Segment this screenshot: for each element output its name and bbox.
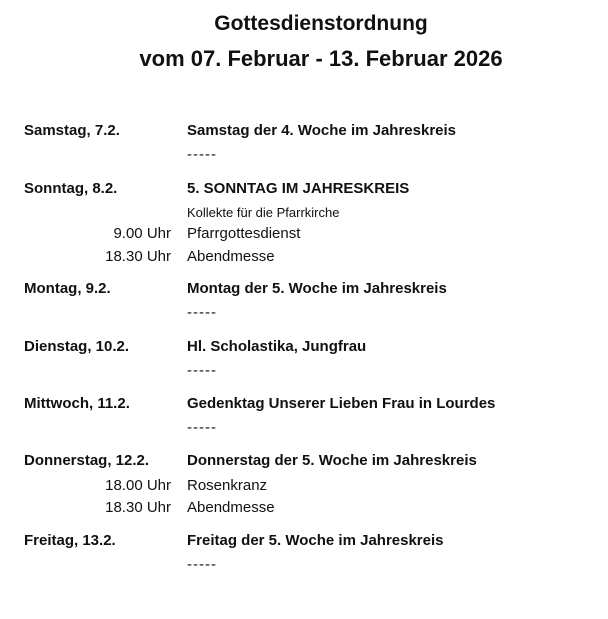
service-label: Rosenkranz [187, 477, 268, 494]
separator: ----- [187, 556, 217, 573]
day-heading: Donnerstag der 5. Woche im Jahreskreis [187, 452, 477, 469]
separator: ----- [187, 362, 217, 379]
day-label: Donnerstag, 12.2. [24, 452, 150, 469]
document-title: Gottesdienstordnung [214, 12, 428, 35]
separator: ----- [187, 146, 217, 163]
document-date-range: vom 07. Februar - 13. Februar 2026 [139, 46, 503, 71]
day-note: Kollekte für die Pfarrkirche [187, 205, 340, 220]
day-heading: Freitag der 5. Woche im Jahreskreis [187, 532, 444, 549]
service-label: Abendmesse [187, 248, 275, 265]
service-time: 18.30 Uhr [105, 499, 171, 516]
service-label: Abendmesse [187, 499, 275, 516]
day-label: Sonntag, 8.2. [24, 180, 118, 197]
service-time: 18.30 Uhr [105, 248, 171, 265]
day-heading: Hl. Scholastika, Jungfrau [187, 338, 367, 355]
day-heading: Montag der 5. Woche im Jahreskreis [187, 280, 447, 297]
day-heading: Samstag der 4. Woche im Jahreskreis [187, 122, 457, 139]
separator: ----- [187, 419, 217, 436]
day-label: Dienstag, 10.2. [24, 338, 130, 355]
day-heading: 5. SONNTAG IM JAHRESKREIS [187, 180, 410, 197]
day-label: Mittwoch, 11.2. [24, 395, 130, 412]
day-label: Freitag, 13.2. [24, 532, 116, 549]
service-label: Pfarrgottesdienst [187, 225, 301, 242]
day-heading: Gedenktag Unserer Lieben Frau in Lourdes [187, 395, 496, 412]
day-label: Montag, 9.2. [24, 280, 111, 297]
service-time: 18.00 Uhr [105, 477, 171, 494]
separator: ----- [187, 304, 217, 321]
day-label: Samstag, 7.2. [24, 122, 120, 139]
service-time: 9.00 Uhr [113, 225, 171, 242]
